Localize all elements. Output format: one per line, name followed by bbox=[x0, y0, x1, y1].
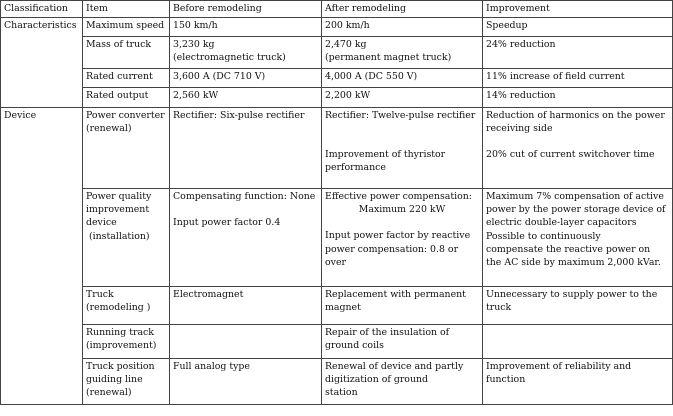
group-device: Device bbox=[1, 108, 83, 405]
before-line: Input power factor 0.4 bbox=[173, 217, 281, 229]
improvement-line: Unnecessary to supply power to the bbox=[486, 289, 658, 300]
after-line: Effective power compensation: bbox=[325, 191, 472, 202]
improvement-cell bbox=[483, 287, 673, 325]
improvement-line: the AC side by maximum 2,000 kVar. bbox=[486, 257, 661, 269]
row-max-speed bbox=[1, 18, 673, 37]
before-cell: 2,560 kW bbox=[170, 88, 322, 108]
after-cell bbox=[322, 108, 483, 189]
header-item: Item bbox=[83, 1, 170, 18]
improvement-line: compensate the reactive power on bbox=[486, 243, 651, 255]
header-after: After remodeling bbox=[322, 1, 483, 18]
item-line: improvement bbox=[86, 204, 150, 216]
improvement-cell: 11% increase of field current bbox=[483, 69, 673, 88]
item-cell: Maximum speed bbox=[83, 18, 170, 37]
before-cell: Electromagnet bbox=[170, 287, 322, 325]
item-line: (installation) bbox=[86, 230, 150, 242]
after-line: power compensation: 0.8 or over bbox=[325, 243, 459, 268]
after-cell: 2,200 kW bbox=[322, 88, 483, 108]
after-line: station bbox=[325, 387, 358, 399]
item-line: (renewal) bbox=[86, 123, 132, 135]
after-line: ground coils bbox=[325, 340, 384, 352]
after-line: Renewal of device and partly bbox=[325, 361, 464, 372]
improvement-line: Improvement of reliability and bbox=[486, 361, 632, 372]
header-before: Before remodeling bbox=[170, 1, 322, 18]
item-line: Running track bbox=[86, 327, 154, 338]
before-cell bbox=[170, 37, 322, 69]
after-line: 2,470 kg bbox=[325, 39, 367, 50]
row-rated-current bbox=[1, 69, 673, 88]
row-guiding-line bbox=[1, 359, 673, 405]
item-cell: Mass of truck bbox=[83, 37, 170, 69]
after-line: Rectifier: Twelve-pulse rectifier bbox=[325, 110, 476, 121]
item-cell bbox=[83, 325, 170, 359]
before-cell: 3,600 A (DC 710 V) bbox=[170, 69, 322, 88]
item-line: device bbox=[86, 217, 117, 229]
before-cell bbox=[170, 189, 322, 287]
item-cell bbox=[83, 189, 170, 287]
group-characteristics: Characteristics bbox=[1, 18, 83, 108]
before-cell bbox=[170, 325, 322, 359]
item-cell bbox=[83, 359, 170, 405]
row-power-quality-device bbox=[1, 189, 673, 287]
item-cell bbox=[83, 287, 170, 325]
after-line: magnet bbox=[325, 302, 361, 314]
after-line: Repair of the insulation of bbox=[325, 327, 450, 338]
after-line: (permanent magnet truck) bbox=[325, 52, 452, 64]
before-line: (electromagnetic truck) bbox=[173, 52, 286, 64]
item-cell bbox=[83, 108, 170, 189]
after-line: Input power factor by reactive bbox=[325, 230, 471, 242]
improvement-line: function bbox=[486, 374, 526, 386]
item-line: (remodeling ) bbox=[86, 302, 151, 314]
header-improvement: Improvement bbox=[483, 1, 673, 18]
after-line: Improvement of thyristor bbox=[325, 149, 446, 161]
after-cell: 200 km/h bbox=[322, 18, 483, 37]
improvement-cell: 14% reduction bbox=[483, 88, 673, 108]
improvement-line: power by the power storage device of bbox=[486, 204, 666, 216]
improvement-line: electric double-layer capacitors bbox=[486, 217, 637, 229]
header-classification: Classification bbox=[1, 1, 83, 18]
after-cell bbox=[322, 359, 483, 405]
item-line: Power quality bbox=[86, 191, 152, 202]
improvement-line: truck bbox=[486, 302, 512, 314]
row-power-converter bbox=[1, 108, 673, 189]
after-cell bbox=[322, 287, 483, 325]
header-row bbox=[1, 1, 673, 18]
after-cell bbox=[322, 325, 483, 359]
row-rated-output bbox=[1, 88, 673, 108]
after-cell bbox=[322, 37, 483, 69]
improvement-cell bbox=[483, 108, 673, 189]
item-line: Truck bbox=[86, 289, 114, 300]
row-truck bbox=[1, 287, 673, 325]
item-line: (improvement) bbox=[86, 340, 157, 352]
improvement-line: 20% cut of current switchover time bbox=[486, 149, 655, 161]
before-line: Compensating function: None bbox=[173, 191, 316, 202]
after-line: Replacement with permanent bbox=[325, 289, 466, 300]
after-line: performance bbox=[325, 162, 386, 174]
improvement-cell: Speedup bbox=[483, 18, 673, 37]
after-line: digitization of ground bbox=[325, 374, 429, 386]
item-line: Truck position bbox=[86, 361, 155, 372]
improvement-line: Reduction of harmonics on the power bbox=[486, 110, 665, 121]
improvement-cell bbox=[483, 189, 673, 287]
before-line: 3,230 kg bbox=[173, 39, 215, 50]
row-running-track bbox=[1, 325, 673, 359]
item-line: Power converter bbox=[86, 110, 165, 121]
item-cell: Rated output bbox=[83, 88, 170, 108]
before-cell: Rectifier: Six-pulse rectifier bbox=[170, 108, 322, 189]
improvement-cell bbox=[483, 325, 673, 359]
improvement-cell bbox=[483, 359, 673, 405]
item-line: guiding line bbox=[86, 374, 143, 386]
before-cell: 150 km/h bbox=[170, 18, 322, 37]
after-line: Maximum 220 kW bbox=[358, 204, 446, 216]
improvement-cell: 24% reduction bbox=[483, 37, 673, 69]
improvement-line: receiving side bbox=[486, 123, 553, 135]
item-cell: Rated current bbox=[83, 69, 170, 88]
item-line: (renewal) bbox=[86, 387, 132, 399]
row-mass-truck bbox=[1, 37, 673, 69]
improvement-line: Maximum 7% compensation of active bbox=[486, 191, 664, 202]
after-cell: 4,000 A (DC 550 V) bbox=[322, 69, 483, 88]
after-cell bbox=[322, 189, 483, 287]
before-cell: Full analog type bbox=[170, 359, 322, 405]
improvement-line: Possible to continuously bbox=[486, 230, 601, 242]
